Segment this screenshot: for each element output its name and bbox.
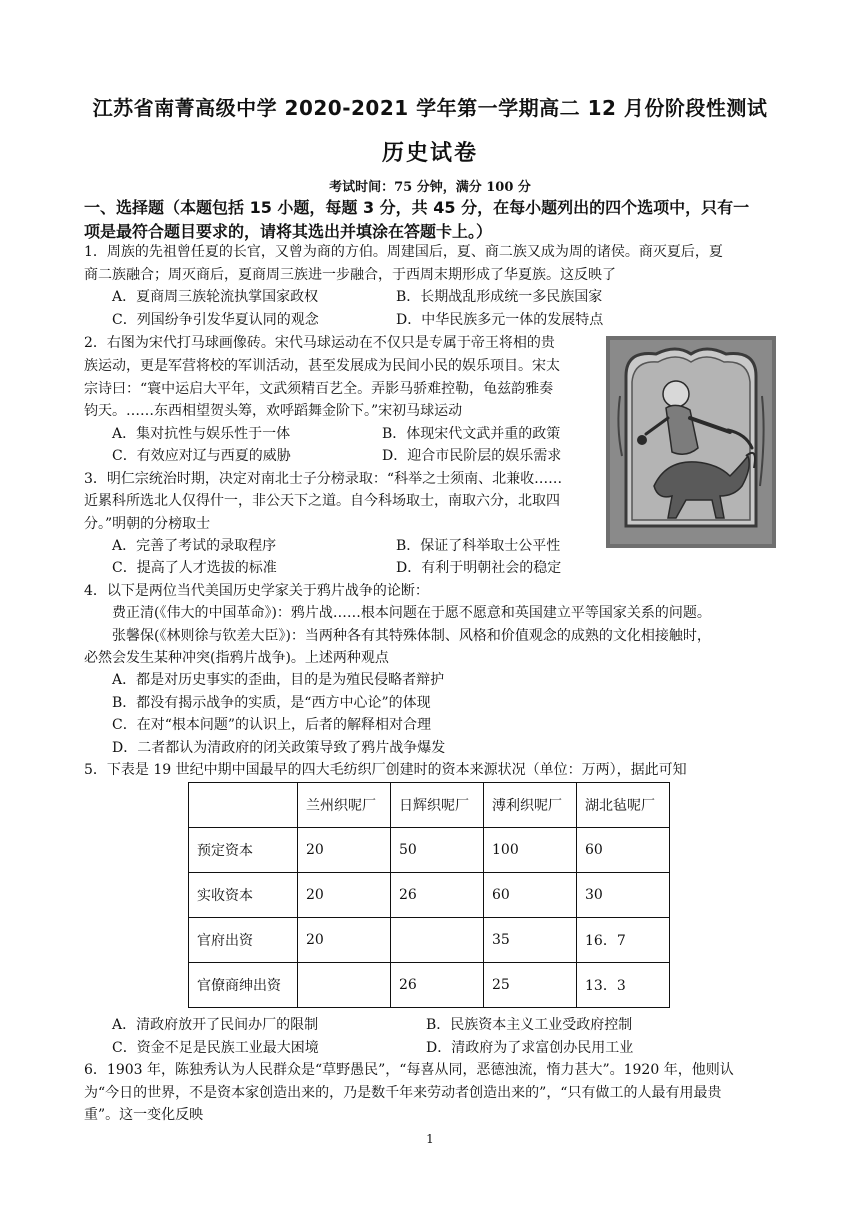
table-cell: 官僚商绅出资 <box>189 963 298 1008</box>
polo-brick-relief-icon <box>606 336 776 548</box>
question-3-option-b: B．保证了科举取士公平性 <box>396 538 561 554</box>
table-cell: 25 <box>484 963 577 1008</box>
exam-title: 江苏省南菁高级中学 2020-2021 学年第一学期高二 12 月份阶段性测试 <box>92 96 768 120</box>
question-2-line-1: 2．右图为宋代打马球画像砖。宋代马球运动在不仅只是专属于帝王将相的贵 <box>84 335 555 351</box>
table-cell: 20 <box>298 828 391 873</box>
question-3-line-3: 分。”明朝的分榜取士 <box>84 516 211 532</box>
question-4-line-2: 费正清(《伟大的中国革命》)：鸦片战……根本问题在于愿不愿意和英国建立平等国家关系的问题。 <box>112 605 711 621</box>
question-5-option-c: C．资金不足是民族工业最大困境 <box>112 1040 319 1056</box>
table-cell: 60 <box>484 873 577 918</box>
question-4-line-4: 必然会发生某种冲突(指鸦片战争)。上述两种观点 <box>84 650 389 666</box>
exam-info: 考试时间：75 分钟，满分 100 分 <box>329 180 531 195</box>
table-row <box>189 873 670 918</box>
table-cell: 60 <box>577 828 670 873</box>
question-2-option-d: D．迎合市民阶层的娱乐需求 <box>382 448 562 464</box>
question-1-option-d: D．中华民族多元一体的发展特点 <box>396 312 604 328</box>
section-heading-line-2: 项是最符合题目要求的，请将其选出并填涂在答题卡上。） <box>84 222 493 241</box>
table-cell: 20 <box>298 918 391 963</box>
table-header-cell: 溥利织呢厂 <box>484 783 577 828</box>
question-4-line-1: 4．以下是两位当代美国历史学家关于鸦片战争的论断： <box>84 583 429 599</box>
table-row <box>189 828 670 873</box>
question-5-option-b: B．民族资本主义工业受政府控制 <box>426 1017 633 1033</box>
question-1-line-1: 1．周族的先祖曾任夏的长官，又曾为商的方伯。周建国后，夏、商二族又成为周的诸侯。商灭夏后，夏 <box>84 244 723 260</box>
question-6-line-1: 6．1903 年，陈独秀认为人民群众是“草野愚民”，“每喜从同，恶德浊流，惰力甚大”。1920 年，他则认 <box>84 1062 734 1078</box>
table-cell <box>298 963 391 1008</box>
question-1-line-2: 商二族融合；周灭商后，夏商周三族进一步融合，于西周末期形成了华夏族。这反映了 <box>84 267 616 283</box>
table-cell: 30 <box>577 873 670 918</box>
question-3-option-c: C．提高了人才选拔的标准 <box>112 560 277 576</box>
question-2-line-2: 族运动，更是军营将校的军训活动，甚至发展成为民间小民的娱乐项目。宋太 <box>84 358 560 374</box>
question-2-line-4: 钧天。……东西相望贺头筹，欢呼蹈舞金阶下。”宋初马球运动 <box>84 403 463 419</box>
table-cell: 20 <box>298 873 391 918</box>
table-cell: 26 <box>391 963 484 1008</box>
table-cell <box>391 918 484 963</box>
table-cell: 100 <box>484 828 577 873</box>
table-header-cell: 湖北毡呢厂 <box>577 783 670 828</box>
capital-source-table <box>188 782 670 1008</box>
section-heading-line-1: 一、选择题（本题包括 15 小题，每题 3 分，共 45 分，在每小题列出的四个选项中，只有一 <box>84 198 750 217</box>
table-row <box>189 918 670 963</box>
table-header-row <box>189 783 670 828</box>
question-2-option-c: C．有效应对辽与西夏的威胁 <box>112 448 291 464</box>
table-cell: 16．7 <box>577 918 670 963</box>
polo-brick-image <box>606 336 776 548</box>
question-3-option-a: A．完善了考试的录取程序 <box>112 538 277 554</box>
question-2-option-b: B．体现宋代文武并重的政策 <box>382 426 561 442</box>
page-number: 1 <box>426 1132 434 1146</box>
question-6-line-2: 为“今日的世界，不是资本家创造出来的，乃是数千年来劳动者创造出来的”，“只有做工的人最有用最贵 <box>84 1085 722 1101</box>
table-header-cell <box>189 783 298 828</box>
question-4-option-b: B．都没有揭示战争的实质，是“西方中心论”的体现 <box>112 695 431 711</box>
question-2-option-a: A．集对抗性与娱乐性于一体 <box>112 426 291 442</box>
question-4-option-c: C．在对“根本问题”的认识上，后者的解释相对合理 <box>112 717 432 733</box>
table-cell: 13．3 <box>577 963 670 1008</box>
table-row <box>189 963 670 1008</box>
question-4-option-d: D．二者都认为清政府的闭关政策导致了鸦片战争爆发 <box>112 740 446 756</box>
question-5-option-d: D．清政府为了求富创办民用工业 <box>426 1040 634 1056</box>
question-4-line-3: 张馨保(《林则徐与钦差大臣》)：当两种各有其特殊体制、风格和价值观念的成熟的文化相接触时， <box>112 628 711 644</box>
question-5-option-a: A．清政府放开了民间办厂的限制 <box>112 1017 319 1033</box>
question-5-stem: 5．下表是 19 世纪中期中国最早的四大毛纺织厂创建时的资本来源状况（单位：万两），据此可知 <box>84 762 687 778</box>
question-1-option-a: A．夏商周三族轮流执掌国家政权 <box>112 289 319 305</box>
table-cell: 26 <box>391 873 484 918</box>
question-2-line-3: 宗诗曰：“寰中运启大平年，文武须精百艺全。弄影马骄难控勒，龟兹韵雅奏 <box>84 381 554 397</box>
question-3-option-d: D．有利于明朝社会的稳定 <box>396 560 562 576</box>
table-cell: 预定资本 <box>189 828 298 873</box>
question-3-line-1: 3．明仁宗统治时期，决定对南北士子分榜录取：“科举之士须南、北兼收…… <box>84 471 563 487</box>
table-cell: 35 <box>484 918 577 963</box>
question-4-option-a: A．都是对历史事实的歪曲，目的是为殖民侵略者辩护 <box>112 672 445 688</box>
question-6-line-3: 重”。这一变化反映 <box>84 1107 204 1123</box>
table-header-cell: 日辉织呢厂 <box>391 783 484 828</box>
table-cell: 官府出资 <box>189 918 298 963</box>
question-1-option-b: B．长期战乱形成统一多民族国家 <box>396 289 603 305</box>
table-header-cell: 兰州织呢厂 <box>298 783 391 828</box>
exam-subject-title: 历史试卷 <box>381 141 478 166</box>
question-3-line-2: 近累科所选北人仅得什一，非公天下之道。自今科场取士，南取六分，北取四 <box>84 493 560 509</box>
table-cell: 50 <box>391 828 484 873</box>
question-1-option-c: C．列国纷争引发华夏认同的观念 <box>112 312 319 328</box>
table-cell: 实收资本 <box>189 873 298 918</box>
